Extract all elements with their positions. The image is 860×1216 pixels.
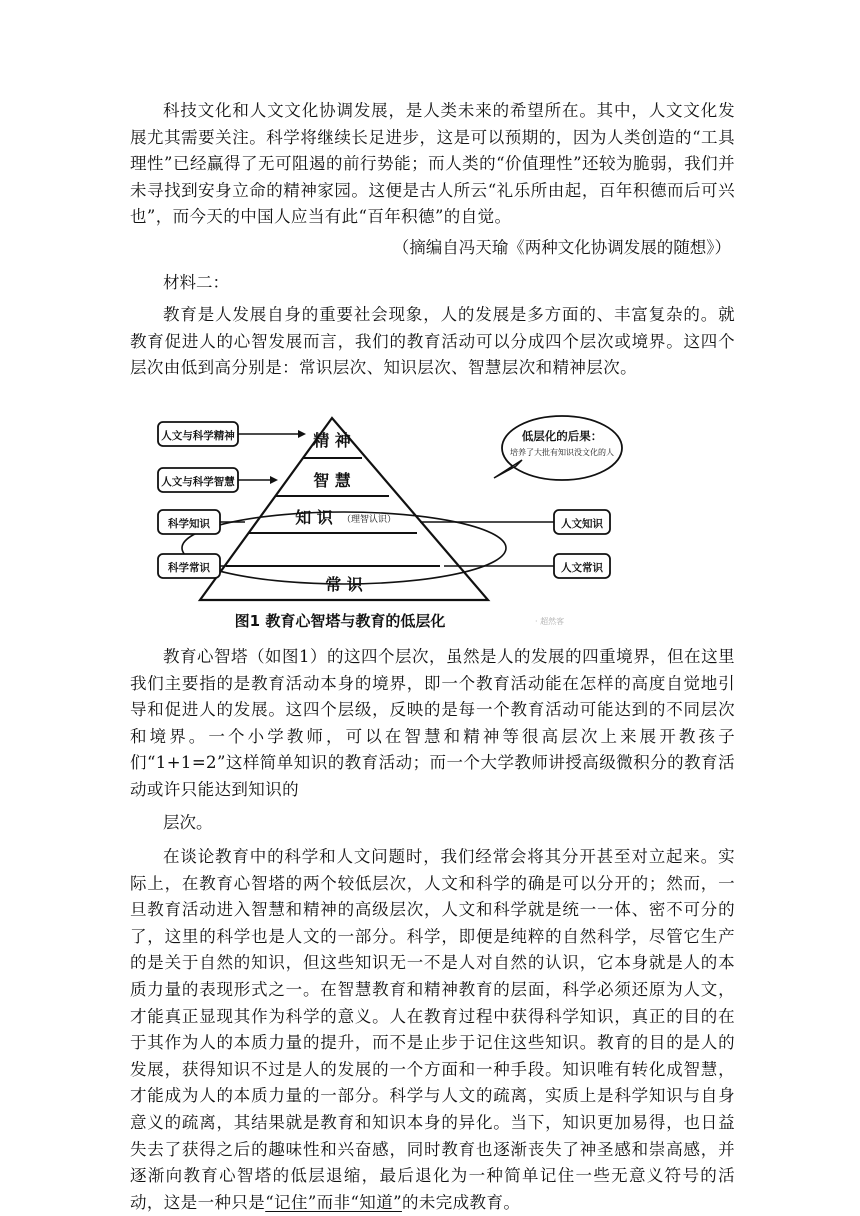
paragraph-3-tail: 层次。 [163,812,213,832]
right-box-common-label: 人文常识 [561,561,603,574]
material-two-label: 材料二： [163,272,229,292]
source-citation: （摘编自冯天瑜《两种文化协调发展的随想》） [392,237,731,257]
paragraph-4-end: 的未完成教育。 [401,1192,521,1212]
paragraph-3: 教育心智塔（如图1）的这四个层次，虽然是人的发展的四重境界，但在这里我们主要指的是教育活动本身的境界，即一个教育活动能在怎样的高度自觉地引导和促进人的发展。这四个层级，反映的是每一个教育活动可能达到的不同层次和境界。一个小学教师，可以在智慧和精神等很高层次上来展开教孩子们“1+1=2”这样简单知识的教育活动；而一个大学教师讲授高级微积分的教育活动或许只能达到知识的 [130,646,735,799]
right-box-knowledge-label: 人文知识 [561,517,603,530]
mind-tower-figure [130,396,735,636]
left-box-wisdom-label: 人文与科学智慧 [161,475,235,488]
bubble-title: 低层化的后果： [521,428,603,443]
paragraph-4 [130,844,735,1216]
left-box-knowledge-label: 科学知识 [168,517,210,530]
level-knowledge: 知 识 [295,507,333,527]
pyramid-diagram [130,396,735,636]
left-box-spirit-label: 人文与科学精神 [161,429,235,442]
paragraph-4-main: 在谈论教育中的科学和人文问题时，我们经常会将其分开甚至对立起来。实际上，在教育心智塔的两个较低层次，人文和科学的确是可以分开的；然而，一旦教育活动进入智慧和精神的高级层次，人文和科学就是统一一体、密不可分的了，这里的科学也是人文的一部分。科学，即便是纯粹的自然科学，尽管它生产的是关于自然的知识，但这些知识无一不是人对自然的认识，它本身就是人的本质力量的表现形式之一。在智慧教育和精神教育的层面，科学必须还原为人文，才能真正显现其作为科学的意义。人在教育过程中获得科学知识，真正的目的在于其作为人的本质力量的提升，而不是止步于记住这些知识。教育的目的是人的发展，获得知识不过是人的发展的一个方面和一种手段。知识唯有转化成智慧，才能成为人的本质力量的一部分。科学与人文的疏离，实质上是科学知识与自身意义的疏离，其结果就是教育和知识本身的异化。当下，知识更加易得，也日益失去了获得之后的趣味性和兴奋感，同时教育也逐渐丧失了神圣感和崇高感，并逐渐向教育心智塔的低层退缩，最后退化为一种简单记住一些无意义符号的活动，这是一种只是 [130,847,735,1212]
knowledge-note: （理智认识） [341,514,397,525]
level-spirit: 精 神 [313,430,351,450]
left-arrow-1 [298,430,306,438]
paragraph-1: 科技文化和人文文化协调发展，是人类未来的希望所在。其中，人文文化发展尤其需要关注。科学将继续长足进步，这是可以预期的，因为人类创造的“工具理性”已经赢得了无可阻遏的前行势能；而人类的“价值理性”还较为脆弱，我们并未寻找到安身立命的精神家园。这便是古人所云“礼乐所由起，百年积德而后可兴也”，而今天的中国人应当有此“百年积德”的自觉。 [130,101,735,227]
paragraph-2: 教育是人发展自身的重要社会现象，人的发展是多方面的、丰富复杂的。就教育促进人的心智发展而言，我们的教育活动可以分成四个层次或境界。这四个层次由低到高分别是：常识层次、知识层次、智慧层次和精神层次。 [130,305,735,378]
left-arrow-2 [270,476,278,484]
document-page [130,98,735,1216]
bubble-text: 培养了大批有知识没文化的人 [510,447,614,457]
watermark-text: · 超然客 [535,616,565,626]
left-box-common-label: 科学常识 [168,561,210,574]
level-common-sense: 常 识 [325,574,363,594]
level-wisdom: 智 慧 [313,470,351,490]
underlined-phrase: “记住”而非“知道” [265,1192,402,1212]
figure-caption: 图1 教育心智塔与教育的低层化 [234,611,446,630]
